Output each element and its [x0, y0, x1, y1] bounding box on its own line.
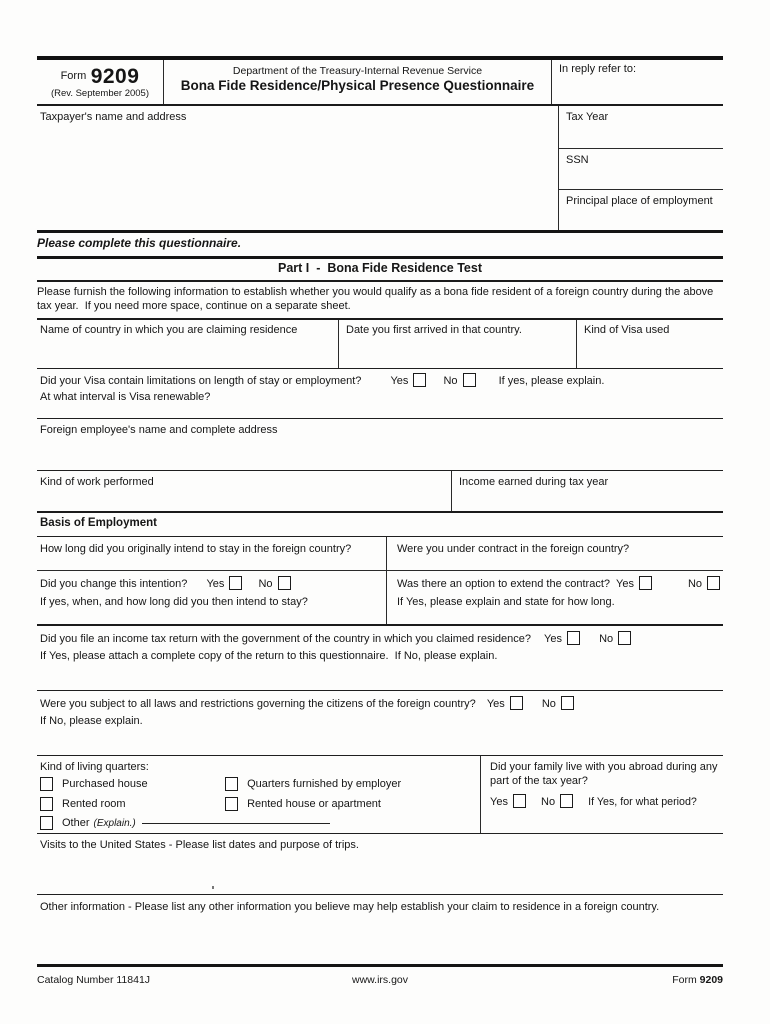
agency-name: Department of the Treasury-Internal Revenue Service	[232, 65, 483, 77]
no-label: No	[687, 578, 702, 590]
basis-of-employment-text: Basis of Employment	[40, 517, 157, 529]
ssn-field[interactable]	[559, 149, 723, 190]
living-quarters-label: Kind of living quarters:	[40, 761, 149, 773]
basis-of-employment-heading	[37, 513, 723, 537]
catalog-number: Catalog Number 11841J	[37, 974, 151, 986]
visits-label: Visits to the United States - Please list dates and purpose of trips.	[40, 839, 359, 851]
other-explain-line[interactable]	[142, 822, 330, 824]
family-abroad-field[interactable]	[481, 756, 723, 833]
no-label: No	[443, 375, 458, 387]
income-earned-label: Income earned during tax year	[459, 476, 609, 488]
change-intention-no-checkbox[interactable]	[278, 576, 291, 590]
family-abroad-question: Did your family live with you abroad during any part of the tax year?	[490, 761, 721, 788]
visa-limit-no-group	[443, 373, 475, 388]
intend-stay-field[interactable]	[37, 537, 387, 570]
visa-limit-question: Did your Visa contain limitations on length of stay or employment?	[40, 375, 362, 387]
scan-artifact	[212, 886, 214, 889]
intend-stay-question: How long did you originally intend to stay in the foreign country?	[40, 543, 352, 555]
quarters-option	[40, 777, 222, 791]
form-number: 9209	[90, 65, 140, 88]
extend-contract-field[interactable]	[387, 571, 723, 624]
change-extend-row	[37, 571, 723, 626]
quarters-furnished-checkbox[interactable]	[225, 777, 238, 791]
form-number-block	[37, 60, 164, 104]
arrival-date-field[interactable]	[339, 320, 577, 368]
complete-note-text: Please complete this questionnaire.	[37, 236, 242, 250]
other-quarters-checkbox[interactable]	[40, 816, 53, 830]
tax-year-field[interactable]	[559, 106, 723, 149]
foreign-employee-label: Foreign employee's name and complete address	[40, 424, 278, 436]
visits-field[interactable]	[37, 834, 723, 895]
visa-limitations-row	[37, 369, 723, 419]
principal-employment-label: Principal place of employment	[566, 195, 713, 207]
taxpayer-label: Taxpayer's name and address	[40, 111, 187, 123]
footer-form-word: Form	[672, 974, 697, 986]
no-label: No	[541, 698, 556, 710]
intend-contract-row	[37, 537, 723, 571]
taxpayer-name-address-field[interactable]	[37, 106, 558, 230]
tax-year-label: Tax Year	[566, 111, 609, 123]
tax-return-yes-checkbox[interactable]	[567, 631, 580, 645]
other-info-label: Other information - Please list any other information you believe may help establish your claim to residence in a foreign country.	[40, 901, 660, 913]
in-reply-field[interactable]	[552, 60, 723, 104]
form-title: Bona Fide Residence/Physical Presence Questionnaire	[180, 78, 535, 93]
country-field[interactable]	[37, 320, 339, 368]
form-word-label: Form	[60, 70, 87, 82]
foreign-employee-field[interactable]	[37, 419, 723, 471]
family-yes-group	[490, 794, 526, 809]
rented-room-checkbox[interactable]	[40, 797, 53, 811]
irs-website: www.irs.gov	[351, 974, 408, 986]
visa-limit-yes-group	[390, 373, 426, 388]
laws-yes-checkbox[interactable]	[510, 696, 523, 710]
work-performed-label: Kind of work performed	[40, 476, 154, 488]
extend-contract-no-checkbox[interactable]	[707, 576, 720, 590]
rented-room-label: Rented room	[62, 797, 126, 810]
rented-house-label: Rented house or apartment	[247, 797, 381, 810]
laws-no-group	[542, 696, 574, 711]
footer-form-number: 9209	[699, 974, 723, 986]
yes-label: Yes	[544, 633, 562, 645]
change-yes-group	[206, 576, 242, 591]
extend-no-group	[688, 576, 720, 591]
quarters-option	[225, 777, 401, 791]
purchased-house-label: Purchased house	[62, 778, 148, 791]
country-row	[37, 320, 723, 369]
other-info-field[interactable]	[37, 895, 723, 967]
change-no-group	[258, 576, 290, 591]
change-intention-question: Did you change this intention?	[40, 578, 188, 590]
under-contract-field[interactable]	[387, 537, 723, 570]
work-performed-field[interactable]	[37, 471, 451, 511]
page-footer	[37, 967, 723, 986]
change-intention-field[interactable]	[37, 571, 387, 624]
extend-contract-sub: If Yes, please explain and state for how long.	[397, 596, 615, 609]
laws-yes-group	[487, 696, 523, 711]
arrival-date-label: Date you first arrived in that country.	[346, 324, 522, 336]
laws-field[interactable]	[37, 691, 723, 756]
other-quarters-label: Other	[62, 816, 90, 829]
visa-limit-explain-label: If yes, please explain.	[498, 375, 605, 387]
change-intention-sub: If yes, when, and how long did you then intend to stay?	[40, 596, 308, 609]
work-income-row	[37, 471, 723, 513]
purchased-house-checkbox[interactable]	[40, 777, 53, 791]
living-quarters-row	[37, 756, 723, 834]
under-contract-question: Were you under contract in the foreign country?	[397, 543, 630, 555]
part1-heading-text: Part I - Bona Fide Residence Test	[278, 261, 482, 275]
family-yes-checkbox[interactable]	[513, 794, 526, 808]
tax-return-sub: If Yes, please attach a complete copy of the return to this questionnaire. If No, please explain.	[40, 650, 498, 663]
taxpayer-band	[37, 106, 723, 233]
ssn-label: SSN	[566, 154, 589, 166]
visa-kind-field[interactable]	[577, 320, 723, 368]
no-label: No	[599, 633, 614, 645]
form-revision: (Rev. September 2005)	[50, 88, 150, 99]
other-explain-label: (Explain.)	[93, 817, 136, 829]
tax-return-no-checkbox[interactable]	[618, 631, 631, 645]
quarters-option	[40, 816, 330, 830]
yes-label: Yes	[206, 578, 225, 590]
change-intention-yes-checkbox[interactable]	[229, 576, 242, 590]
laws-question: Were you subject to all laws and restrictions governing the citizens of the foreign country?	[40, 698, 476, 710]
in-reply-label: In reply refer to:	[559, 63, 637, 75]
form-header	[37, 56, 723, 106]
return-no-group	[599, 631, 631, 646]
form-title-block	[164, 60, 552, 104]
country-label: Name of country in which you are claiming residence	[40, 324, 298, 336]
tax-return-question: Did you file an income tax return with the government of the country in which you claimed residence?	[40, 633, 531, 645]
quarters-option	[225, 797, 381, 811]
rented-house-checkbox[interactable]	[225, 797, 238, 811]
family-no-group	[541, 794, 573, 809]
header-right-column	[558, 106, 723, 230]
visa-limit-yes-checkbox[interactable]	[413, 373, 426, 387]
visa-kind-label: Kind of Visa used	[584, 324, 670, 336]
extend-yes-group	[616, 576, 652, 591]
complete-note	[37, 233, 723, 259]
no-label: No	[541, 795, 556, 808]
intro-paragraph	[37, 282, 723, 320]
laws-sub: If No, please explain.	[40, 715, 143, 728]
visa-renewable-question: At what interval is Visa renewable?	[40, 391, 211, 404]
principal-employment-field[interactable]	[559, 190, 723, 230]
return-yes-group	[544, 631, 580, 646]
tax-return-field[interactable]	[37, 626, 723, 691]
quarters-option	[40, 797, 222, 811]
yes-label: Yes	[390, 375, 409, 387]
income-earned-field[interactable]	[451, 471, 723, 511]
family-no-checkbox[interactable]	[560, 794, 573, 808]
family-period-line[interactable]	[490, 832, 660, 834]
visa-limit-no-checkbox[interactable]	[463, 373, 476, 387]
extend-contract-question: Was there an option to extend the contract?	[397, 578, 611, 590]
no-label: No	[258, 578, 273, 590]
family-period-label: If Yes, for what period?	[588, 795, 697, 808]
quarters-furnished-label: Quarters furnished by employer	[247, 778, 402, 791]
extend-contract-yes-checkbox[interactable]	[639, 576, 652, 590]
yes-label: Yes	[486, 698, 505, 710]
laws-no-checkbox[interactable]	[561, 696, 574, 710]
yes-label: Yes	[616, 578, 634, 590]
living-quarters-field	[37, 756, 481, 833]
intro-text: Please furnish the following information to establish whether you would qualify as a bona fide resident of a foreign country during the above tax year. If you need more space, continue on a separate sheet.	[37, 286, 717, 313]
yes-label: Yes	[490, 795, 508, 808]
part1-heading	[37, 259, 723, 282]
